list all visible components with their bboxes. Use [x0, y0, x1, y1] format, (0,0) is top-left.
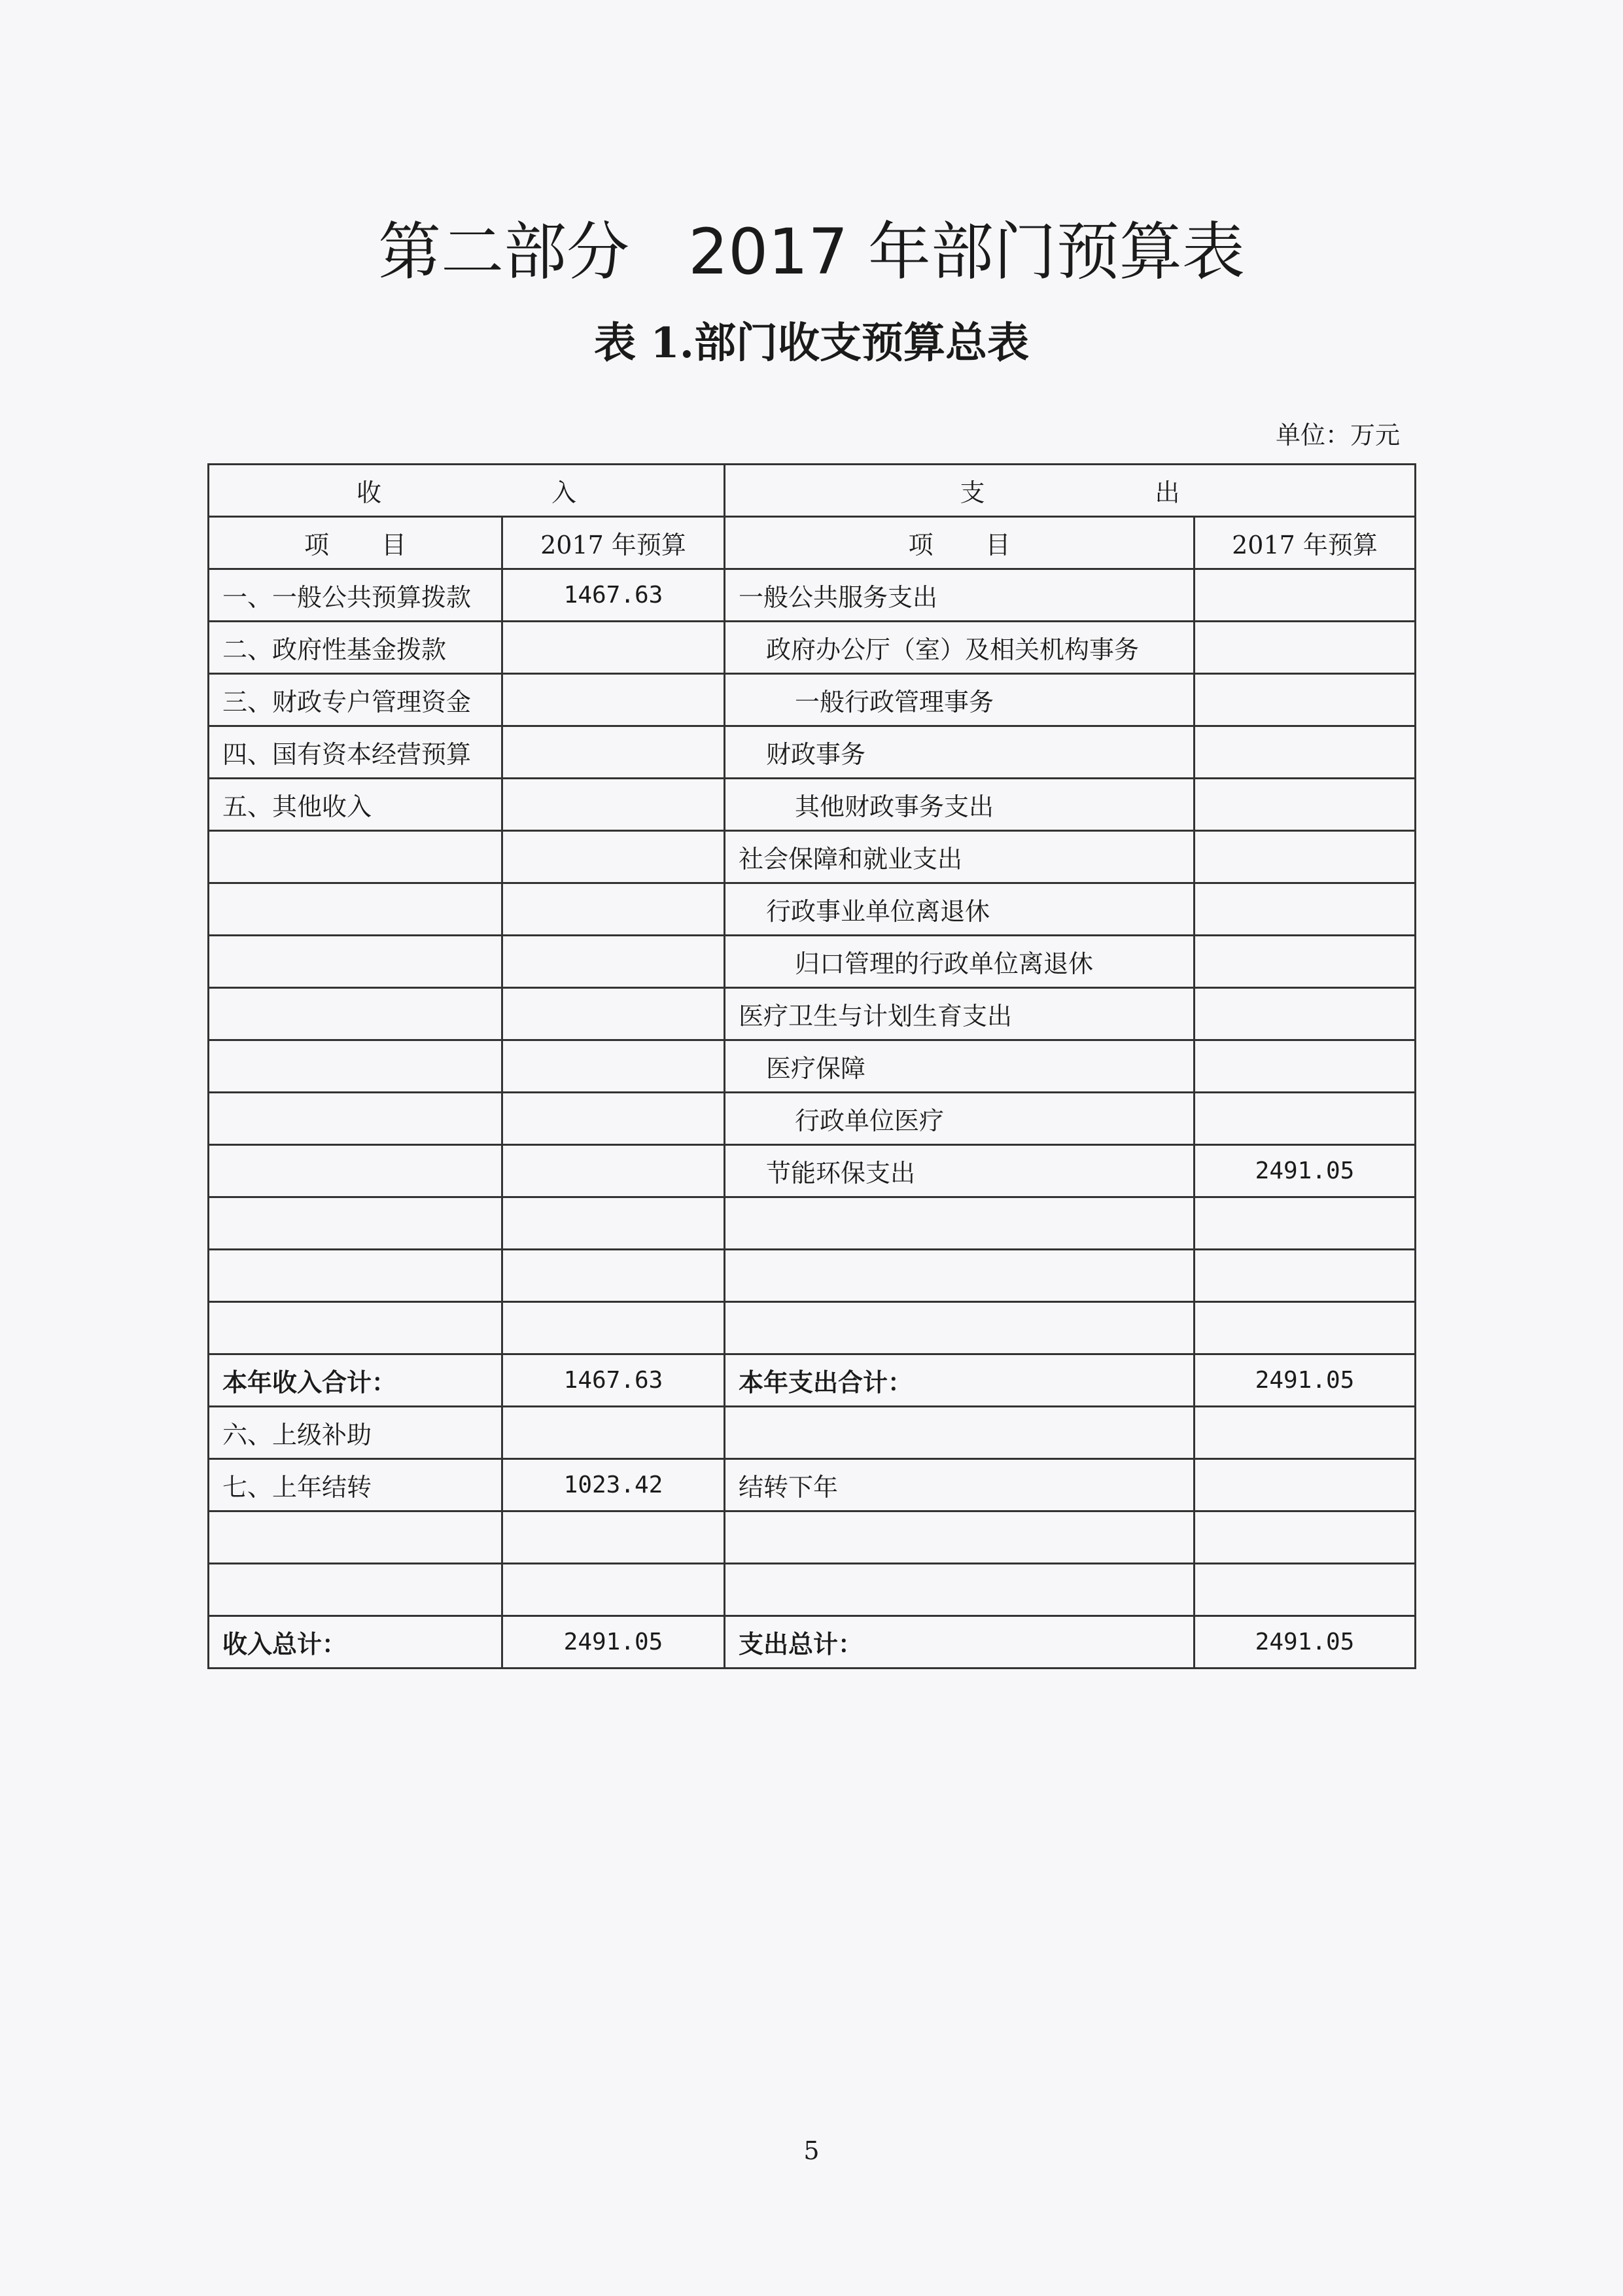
income-item-char2: 目 [381, 531, 407, 559]
income-value-cell [502, 1093, 725, 1145]
expense-value-cell [1195, 831, 1416, 883]
table-row [209, 569, 1416, 622]
expense-item-cell: 财政事务 [725, 726, 1195, 779]
income-item-header [209, 517, 502, 569]
income-item-cell: 五、其他收入 [209, 779, 502, 831]
expense-value-cell [1195, 779, 1416, 831]
expense-value-cell [1195, 1093, 1416, 1145]
expense-item-cell: 其他财政事务支出 [725, 779, 1195, 831]
income-item-cell [209, 1145, 502, 1197]
expense-item-cell: 支出总计： [725, 1616, 1195, 1669]
income-value-cell [502, 936, 725, 988]
expense-item-cell: 一般公共服务支出 [725, 569, 1195, 622]
header-row-group [209, 465, 1416, 517]
expense-value-cell [1195, 674, 1416, 726]
expense-item-cell [725, 1564, 1195, 1616]
page-title [0, 213, 1623, 291]
expense-value-cell: 2491.05 [1195, 1145, 1416, 1197]
table-row [209, 622, 1416, 674]
expense-budget-header: 2017 年预算 [1195, 517, 1416, 569]
expense-value-cell [1195, 883, 1416, 936]
income-item-cell [209, 831, 502, 883]
table-row [209, 1511, 1416, 1564]
expense-item-cell: 政府办公厅（室）及相关机构事务 [725, 622, 1195, 674]
income-item-cell: 七、上年结转 [209, 1459, 502, 1511]
expense-value-cell [1195, 1407, 1416, 1459]
income-value-cell [502, 674, 725, 726]
income-item-char1: 项 [304, 531, 329, 559]
income-item-cell [209, 1302, 502, 1354]
expense-header-char2: 出 [1155, 478, 1180, 507]
income-value-cell [502, 1145, 725, 1197]
income-item-cell [209, 988, 502, 1040]
page-number: 5 [803, 2136, 820, 2165]
income-item-cell: 六、上级补助 [209, 1407, 502, 1459]
table-row [209, 726, 1416, 779]
header-row-columns [209, 517, 1416, 569]
income-value-cell [502, 1250, 725, 1302]
income-item-cell: 四、国有资本经营预算 [209, 726, 502, 779]
income-item-cell [209, 1197, 502, 1250]
expense-item-cell: 归口管理的行政单位离退休 [725, 936, 1195, 988]
income-item-cell: 本年收入合计： [209, 1354, 502, 1407]
expense-value-cell [1195, 1459, 1416, 1511]
income-value-cell: 1467.63 [502, 569, 725, 622]
expense-value-cell [1195, 1302, 1416, 1354]
expense-item-header [725, 517, 1195, 569]
table-row [209, 1302, 1416, 1354]
expense-item-char1: 项 [908, 531, 934, 559]
table-row [209, 1250, 1416, 1302]
table-row [209, 1616, 1416, 1669]
income-item-cell [209, 1511, 502, 1564]
expense-item-cell [725, 1197, 1195, 1250]
expense-item-cell [725, 1250, 1195, 1302]
income-value-cell [502, 1564, 725, 1616]
income-value-cell [502, 1302, 725, 1354]
income-item-cell [209, 1040, 502, 1093]
table-row [209, 1407, 1416, 1459]
income-item-cell [209, 1093, 502, 1145]
expense-item-cell: 医疗卫生与计划生育支出 [725, 988, 1195, 1040]
income-item-cell: 二、政府性基金拨款 [209, 622, 502, 674]
expense-value-cell [1195, 1197, 1416, 1250]
table-row [209, 1197, 1416, 1250]
income-item-cell [209, 1250, 502, 1302]
table-row [209, 1145, 1416, 1197]
expense-value-cell [1195, 569, 1416, 622]
table-row [209, 1040, 1416, 1093]
expense-item-char2: 目 [985, 531, 1011, 559]
expense-value-cell: 2491.05 [1195, 1354, 1416, 1407]
expense-value-cell [1195, 936, 1416, 988]
expense-item-cell: 节能环保支出 [725, 1145, 1195, 1197]
income-value-cell [502, 988, 725, 1040]
table-row [209, 674, 1416, 726]
income-value-cell: 1467.63 [502, 1354, 725, 1407]
expense-item-cell: 行政单位医疗 [725, 1093, 1195, 1145]
income-value-cell [502, 831, 725, 883]
expense-value-cell [1195, 988, 1416, 1040]
income-item-cell: 一、一般公共预算拨款 [209, 569, 502, 622]
expense-value-cell: 2491.05 [1195, 1616, 1416, 1669]
budget-table [207, 463, 1416, 1669]
income-item-cell [209, 883, 502, 936]
income-value-cell [502, 1040, 725, 1093]
table-row [209, 1093, 1416, 1145]
expense-value-cell [1195, 1511, 1416, 1564]
income-item-cell: 收入总计： [209, 1616, 502, 1669]
expense-value-cell [1195, 726, 1416, 779]
income-header-char2: 入 [551, 478, 577, 507]
income-value-cell [502, 622, 725, 674]
income-item-cell [209, 1564, 502, 1616]
title-rest: 2017 年部门预算表 [688, 215, 1245, 289]
table-row [209, 883, 1416, 936]
expense-item-cell [725, 1407, 1195, 1459]
income-value-cell [502, 726, 725, 779]
table-body [209, 569, 1416, 1669]
table-row [209, 988, 1416, 1040]
expense-item-cell: 一般行政管理事务 [725, 674, 1195, 726]
table-row [209, 1564, 1416, 1616]
expense-item-cell: 行政事业单位离退休 [725, 883, 1195, 936]
income-value-cell [502, 1407, 725, 1459]
income-header-char1: 收 [356, 478, 381, 507]
table-row [209, 1459, 1416, 1511]
title-part: 第二部分 [378, 215, 630, 289]
expense-item-cell: 结转下年 [725, 1459, 1195, 1511]
expense-value-cell [1195, 1250, 1416, 1302]
table-row [209, 936, 1416, 988]
table-title: 表 1.部门收支预算总表 [593, 319, 1030, 368]
income-value-cell [502, 883, 725, 936]
expense-item-cell: 医疗保障 [725, 1040, 1195, 1093]
income-value-cell [502, 1197, 725, 1250]
table-row [209, 831, 1416, 883]
expense-item-cell: 本年支出合计： [725, 1354, 1195, 1407]
income-value-cell [502, 779, 725, 831]
income-value-cell: 1023.42 [502, 1459, 725, 1511]
income-value-cell: 2491.05 [502, 1616, 725, 1669]
table-row [209, 1354, 1416, 1407]
expense-value-cell [1195, 1040, 1416, 1093]
unit-label: 单位：万元 [1275, 421, 1400, 450]
expense-header [725, 465, 1416, 517]
income-item-cell [209, 936, 502, 988]
expense-value-cell [1195, 622, 1416, 674]
income-header [209, 465, 725, 517]
expense-header-char1: 支 [960, 478, 985, 507]
expense-item-cell [725, 1511, 1195, 1564]
income-item-cell: 三、财政专户管理资金 [209, 674, 502, 726]
expense-item-cell: 社会保障和就业支出 [725, 831, 1195, 883]
income-budget-header: 2017 年预算 [502, 517, 725, 569]
table-row [209, 779, 1416, 831]
expense-item-cell [725, 1302, 1195, 1354]
income-value-cell [502, 1511, 725, 1564]
expense-value-cell [1195, 1564, 1416, 1616]
